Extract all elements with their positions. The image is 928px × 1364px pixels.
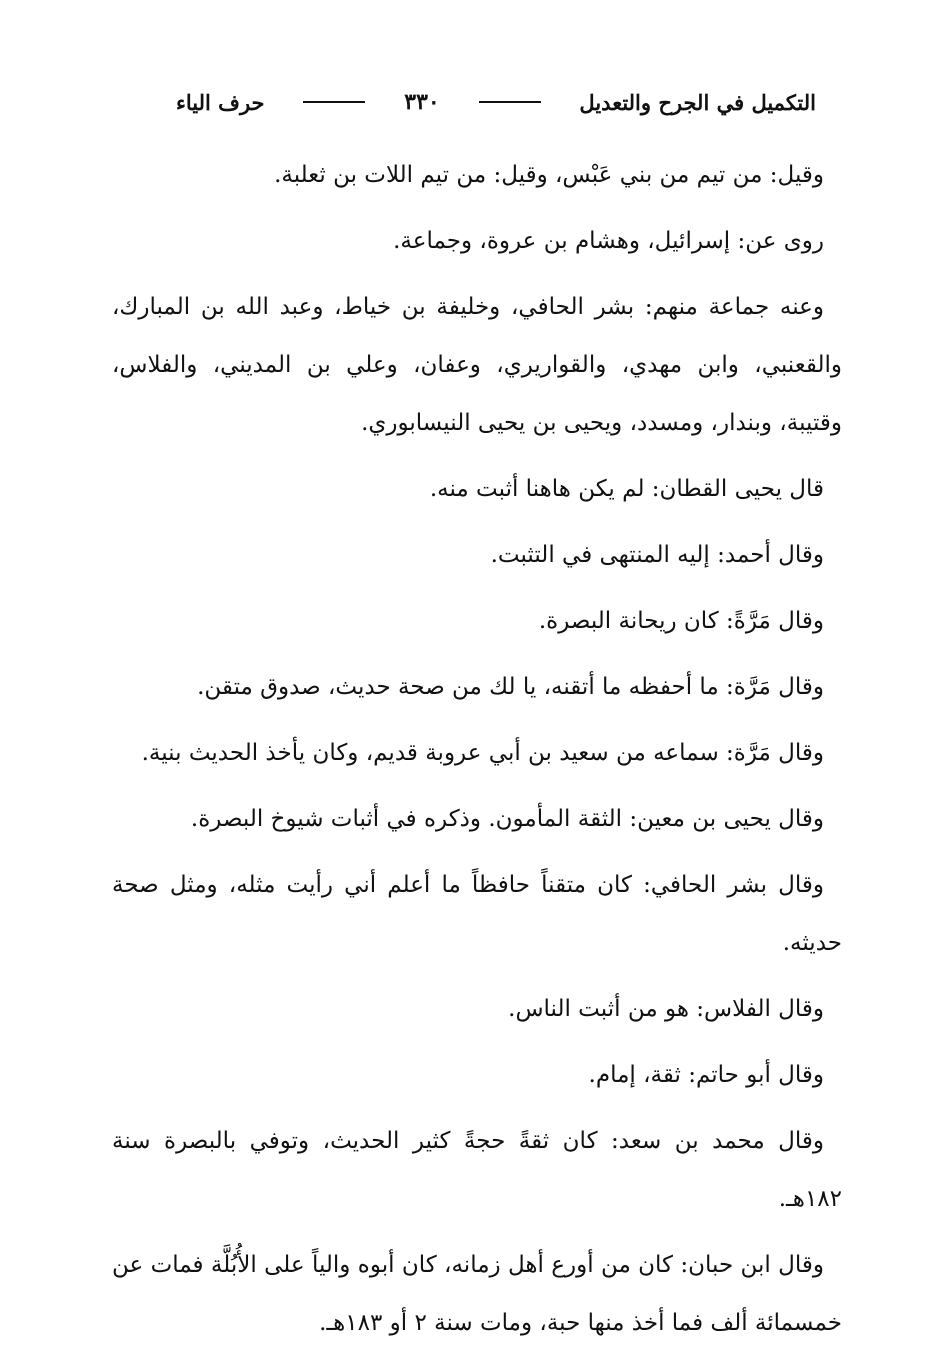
- paragraph: وقال ابن حبان: كان من أورع أهل زمانه، كان أبوه والياً على الأُبُلَّة فمات عن خمسمائة ألف فما أخذ منها حبة، ومات سنة ٢ أو ١٨٣هـ.: [112, 1252, 842, 1336]
- paragraph: وقال بشر الحافي: كان متقناً حافظاً ما أعلم أني رأيت مثله، ومثل صحة حديثه.: [112, 872, 842, 956]
- body-text: [112, 146, 842, 1352]
- page-number: ٣٣٠: [404, 89, 440, 115]
- book-title: التكميل في الجرح والتعديل: [579, 89, 816, 115]
- paragraph: وقال أحمد: إليه المنتهى في التثبت.: [490, 542, 824, 568]
- paragraph: وقيل: من تيم من بني عَبْس، وقيل: من تيم اللات بن ثعلبة.: [274, 162, 824, 188]
- header-dash: [303, 101, 365, 103]
- paragraph: وقال مَرَّةً: كان ريحانة البصرة.: [538, 608, 824, 634]
- paragraph: روى عن: إسرائيل، وهشام بن عروة، وجماعة.: [393, 228, 824, 254]
- header-dash: [479, 101, 541, 103]
- paragraph: قال يحيى القطان: لم يكن هاهنا أثبت منه.: [429, 476, 824, 502]
- paragraph: وقال مَرَّة: سماعه من سعيد بن أبي عروبة قديم، وكان يأخذ الحديث بنية.: [141, 740, 824, 766]
- paragraph: وقال أبو حاتم: ثقة، إمام.: [588, 1062, 824, 1088]
- paragraph: وقال محمد بن سعد: كان ثقةً حجةً كثير الحديث، وتوفي بالبصرة سنة ١٨٢هـ.: [112, 1128, 842, 1212]
- running-header: [176, 82, 816, 122]
- paragraph: وعنه جماعة منهم: بشر الحافي، وخليفة بن خياط، وعبد الله بن المبارك، والقعنبي، وابن مهدي، والقواريري، وعفان، وعلي بن المديني، والفلاس، وقتيبة، وبندار، ومسدد، ويحيى بن يحيى النيسابوري.: [112, 294, 842, 436]
- chapter-title: حرف الياء: [176, 89, 265, 115]
- paragraph: وقال مَرَّة: ما أحفظه ما أتقنه، يا لك من صحة حديث، صدوق متقن.: [197, 674, 824, 700]
- paragraph: وقال يحيى بن معين: الثقة المأمون. وذكره في أثبات شيوخ البصرة.: [190, 806, 824, 832]
- paragraph: وقال الفلاس: هو من أثبت الناس.: [508, 996, 824, 1022]
